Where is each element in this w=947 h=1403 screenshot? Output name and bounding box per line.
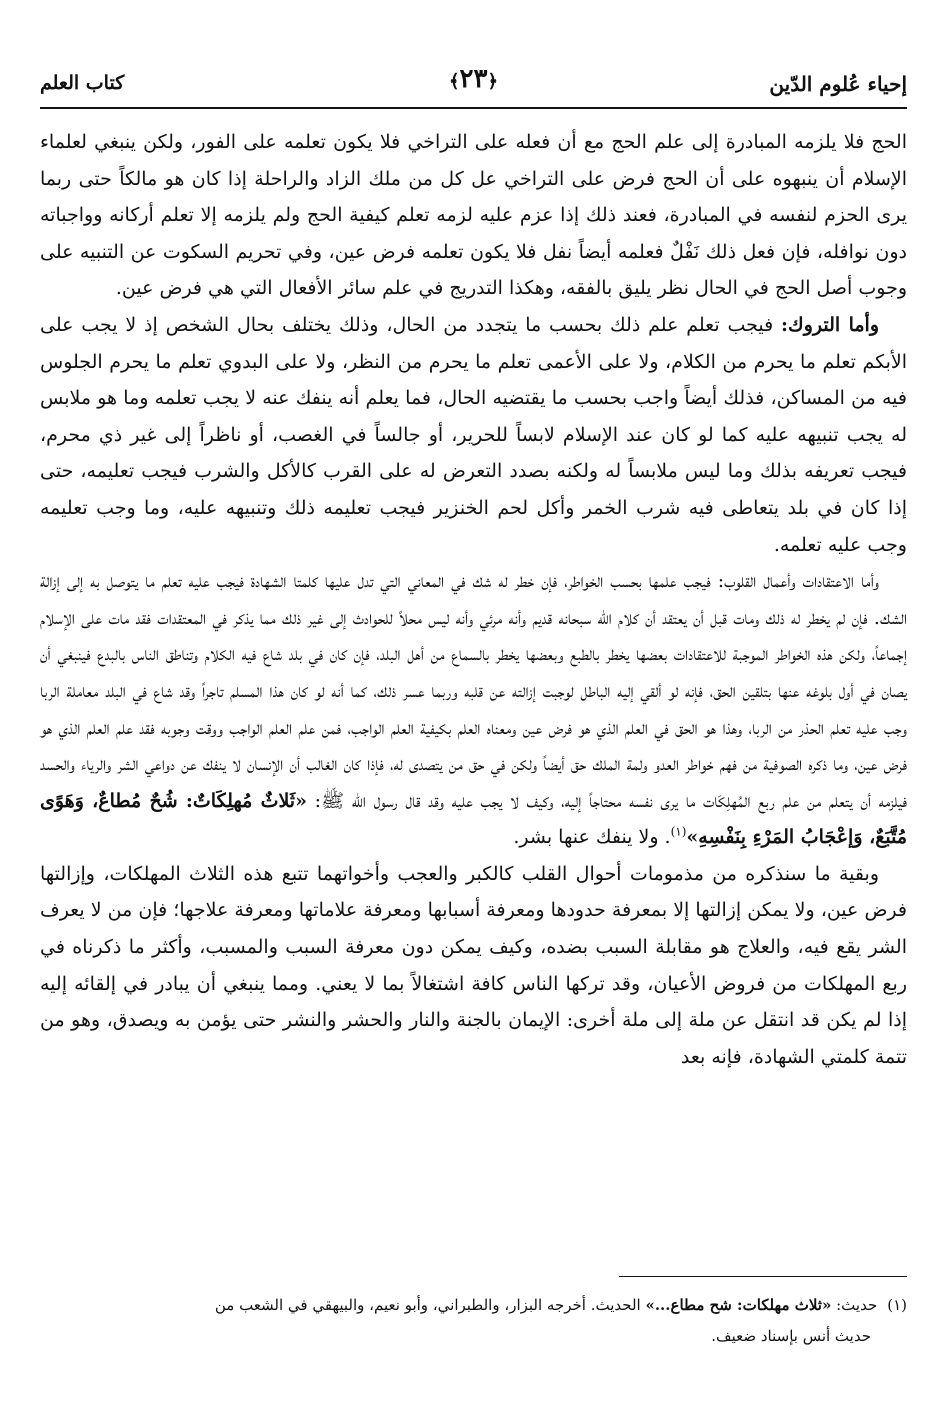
ornament-left-icon: ﴾ [448, 71, 460, 92]
paragraph-3-text: وأما الاعتقادات وأعمال القلوب: فيجب علمها بحسب الخواطر، فإن خطر له شك في المعاني التي تدل عليها كلمتا الشهادة فيجب عليه تعلم ما يتوصل به إلى إزالة الشك. فإن لم يخطر له ذلك ومات قبل أن يعتقد أن كلام الله سبحانه قديم وأنه مرئي وأنه ليس محلاً للحوادث إلى غير ذلك مما يذكر في المعتقدات فقد مات على الإسلام إجماعاً، ولكن هذه الخواطر الموجبة للاعتقادات بعضها يخطر بالطبع وبعضها يخطر بالسماع من أهل البلد، فإن كان في بلد شاع فيه الكلام وتناطق الناس بالبدع فينبغي أن يصان في أول بلوغه عنها بتلقين الحق، فإنه لو ألقي إليه الباطل لوجبت إزالته عن قلبه وربما عسر ذلك، كما أنه لو كان هذا المسلم تاجراً وقد شاع في البلد معاملة الربا وجب عليه تعلم الحذر من الربا، وهذا هو الحق في العلم الذي هو فرض عين ومعناه العلم بكيفية العلم الواجب، فمن علم العلم الواجب ووقت وجوبه فقد علم العلم الذي هو فرض عين، وما ذكره الصوفية من فهم خواطر العدو ولمة الملك حق أيضاً ولكن في حق من يتصدى له، فإذا كان الغالب أن الإنسان لا ينفك عن دواعي الشر والرياء والحسد فيلزمه أن يتعلم من علم ربع المُهلِكَات ما يرى نفسه محتاجاً إليه، وكيف لا يجب عليه وقد قال رسول الله ﷺ: [40, 570, 908, 812]
main-text [40, 124, 907, 1075]
footnote-number: (١) [887, 1296, 907, 1314]
paragraph-3 [40, 563, 907, 856]
page-number: ٢٣ [459, 64, 488, 94]
paragraph-3-end: . ولا ينفك عنها بشر. [513, 826, 671, 849]
footnote-marker: (١) [670, 824, 687, 839]
section-title: كتاب العلم [40, 72, 125, 94]
book-page [40, 58, 907, 1368]
book-title: إحياء عُلوم الدّين [769, 72, 907, 96]
paragraph-4: وبقية ما سنذكره من مذمومات أحوال القلب كالكبر والعجب وأخواتهما تتبع هذه الثلاث المهلكات، وإزالتها فرض عين، ولا يمكن إزالتها إلا بمعرفة حدودها ومعرفة أسبابها ومعرفة علاماتها ومعرفة علاجها؛ فإن من لا يعرف الشر يقع فيه، والعلاج هو مقابلة السبب بضده، وكيف يمكن دون معرفة السبب والمسبب، وأكثر ما ذكرناه في ربع المهلكات من فروض الأعيان، وقد تركها الناس كافة اشتغالاً بما لا يعني. ومما ينبغي أن يبادر في إلقائه إليه إذا لم يكن قد انتقل عن ملة إلى ملة أخرى: الإيمان بالجنة والنار والحشر والنشر حتى يؤمن به ويصدق، وهو من تتمة كلمتي الشهادة، فإنه بعد [40, 862, 907, 1068]
paragraph-2 [40, 307, 907, 563]
footnote [40, 1290, 907, 1352]
footnote-label: حديث: [836, 1296, 878, 1314]
page-header [40, 58, 907, 102]
page-number-block [449, 64, 498, 94]
ornament-right-icon: ﴿ [487, 71, 499, 92]
paragraph-2-text: فيجب تعلم علم ذلك بحسب ما يتجدد من الحال، وذلك يختلف بحال الشخص إذ لا يجب على الأبكم تعلم ما يحرم من الكلام، ولا على الأعمى تعلم ما يحرم من النظر، ولا على البدوي تعلم ما يحرم الجلوس فيه من المساكن، فذلك أيضاً واجب بحسب ما يقتضيه الحال، فما يعلم أنه ينفك عنه لا يجب تعلمه وما هو ملابس له يجب تنبيهه عليه كما لو كان عند الإسلام لابساً للحرير، أو جالساً في الغصب، أو ناظراً إلى غير ذي محرم، فيجب تعريفه بذلك وما ليس ملابساً له ولكنه بصدد التعرض له على القرب كالأكل والشرب فيجب تعليمه، حتى إذا كان في بلد يتعاطى فيه شرب الخمر وأكل لحم الخنزير فيجب تعليمه ذلك وتنبيهه عليه، وما وجب تعليمه وجب عليه تعلمه. [40, 313, 908, 556]
footnote-line-2: حديث أنس بإسناد ضعيف. [711, 1327, 871, 1345]
paragraph-2-lead: وأما التروك: [781, 313, 880, 336]
footnote-rule [619, 1276, 907, 1277]
paragraph-1: الحج فلا يلزمه المبادرة إلى علم الحج مع أن فعله على التراخي فلا يكون تعلمه على الفور، ولكن ينبغي لعلماء الإسلام أن ينبهوه على أن الحج فرض على التراخي عل كل من ملك الزاد والراحلة إذا كان هو مالكاً حتى ربما يرى الحزم لنفسه في المبادرة، فعند ذلك إذا عزم عليه لزمه تعلم كيفية الحج ولم يلزمه إلا تعلم أركانه وواجباته دون نوافله، فإن فعل ذلك نَفْلٌ فعلمه أيضاً نفل فلا يكون تعلمه فرض عين، وفي تحريم السكوت عن التنبيه على وجوب أصل الحج في الحال نظر يليق بالفقه، وهكذا التدريج في علم سائر الأفعال التي هي فرض عين. [40, 131, 907, 300]
footnote-quote: «ثلاث مهلكات: شح مطاع...» [645, 1296, 832, 1314]
footnote-line-1 [40, 1290, 907, 1321]
footnote-text: الحديث. أخرجه البزار، والطبراني، وأبو نعيم، والبيهقي في الشعب من [214, 1296, 646, 1314]
header-rule [40, 107, 907, 109]
hadith-quote: «ثَلاثٌ مُهلِكَاتٌ: شُحٌ مُطاعٌ، وَهَوًى مُتَّبَعٌ، وَإعْجَابُ المَرْءِ بِنَفْسِهِ» [40, 789, 907, 849]
